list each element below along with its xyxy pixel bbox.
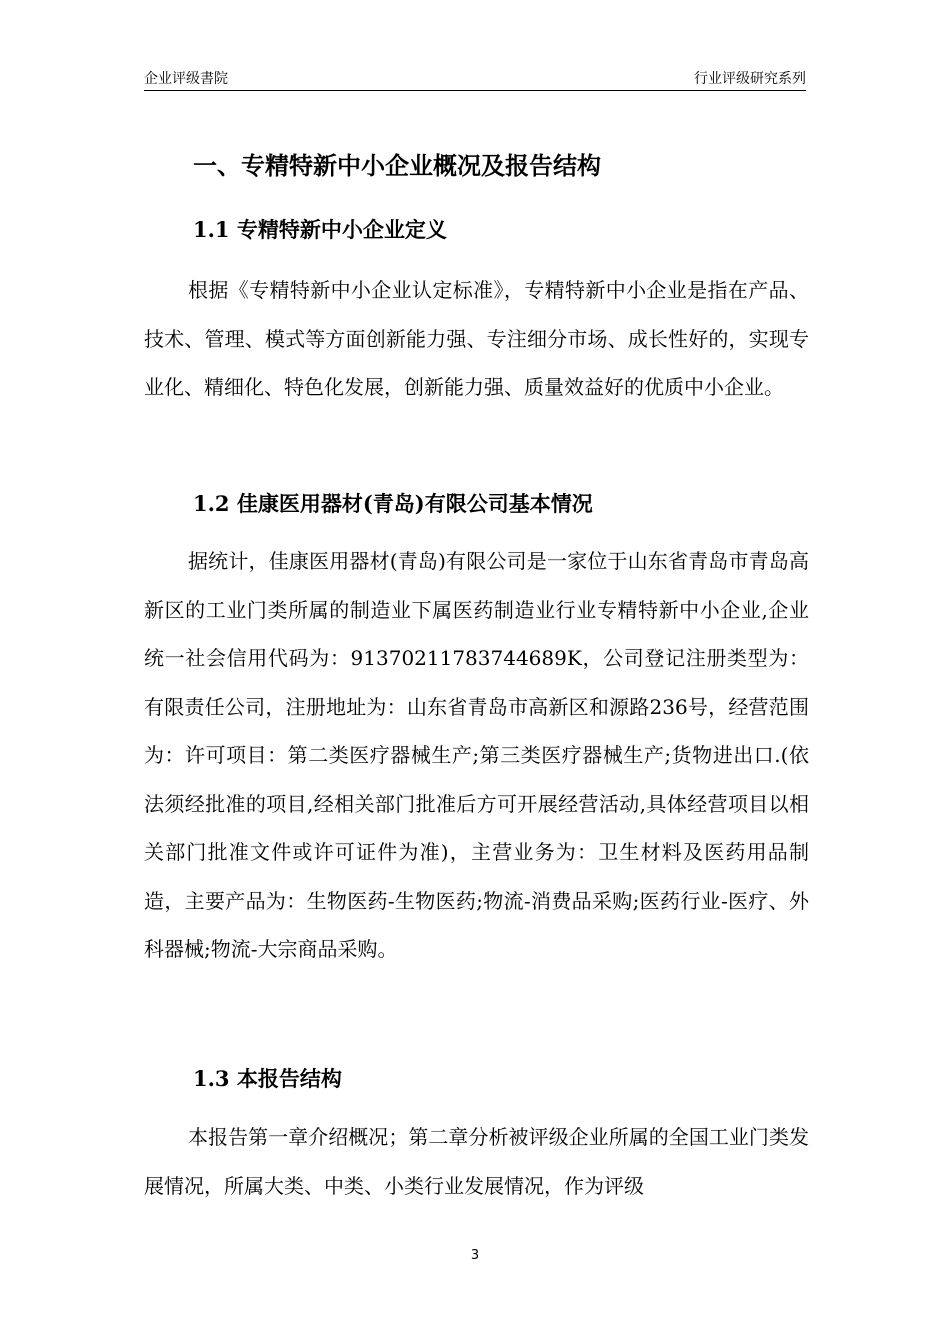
section-paragraph-1-3: 本报告第一章介绍概况；第二章分析被评级企业所属的全国工业门类发展情况，所属大类、中类、小类行业发展情况，作为评级 <box>144 1125 809 1198</box>
header-left-text: 企业评级書院 <box>144 71 228 87</box>
page-header <box>144 66 806 91</box>
section-paragraph-1-2: 据统计，佳康医用器材(青岛)有限公司是一家位于山东省青岛市青岛高新区的工业门类所属的制造业下属医药制造业行业专精特新中小企业,企业统一社会信用代码为：91370211783744689K，公司登记注册类型为：有限责任公司，注册地址为：山东省青岛市高新区和源路236号，经营范围为：许可项目：第二类医疗器械生产;第三类医疗器械生产;货物进出口.(依法须经批准的项目,经相关部门批准后方可开展经营活动,具体经营项目以相关部门批准文件或许可证件为准)，主营业务为：卫生材料及医药用品制造，主要产品为：生物医药-生物医药;物流-消费品采购;医药行业-医疗、外科器械;物流-大宗商品采购。 <box>144 549 809 961</box>
section-title-1-3: 1.3 本报告结构 <box>193 1066 342 1091</box>
section-title-1-2: 1.2 佳康医用器材(青岛)有限公司基本情况 <box>193 491 593 516</box>
chapter-title: 一、专精特新中小企业概况及报告结构 <box>193 151 601 180</box>
section-paragraph-1-1: 根据《专精特新中小企业认定标准》，专精特新中小企业是指在产品、技术、管理、模式等方面创新能力强、专注细分市场、成长性好的，实现专业化、精细化、特色化发展，创新能力强、质量效益好的优质中小企业。 <box>144 278 809 399</box>
header-right-text: 行业评级研究系列 <box>694 71 806 87</box>
section-title-1-1: 1.1 专精特新中小企业定义 <box>193 217 447 242</box>
page-number: 3 <box>470 1248 480 1263</box>
